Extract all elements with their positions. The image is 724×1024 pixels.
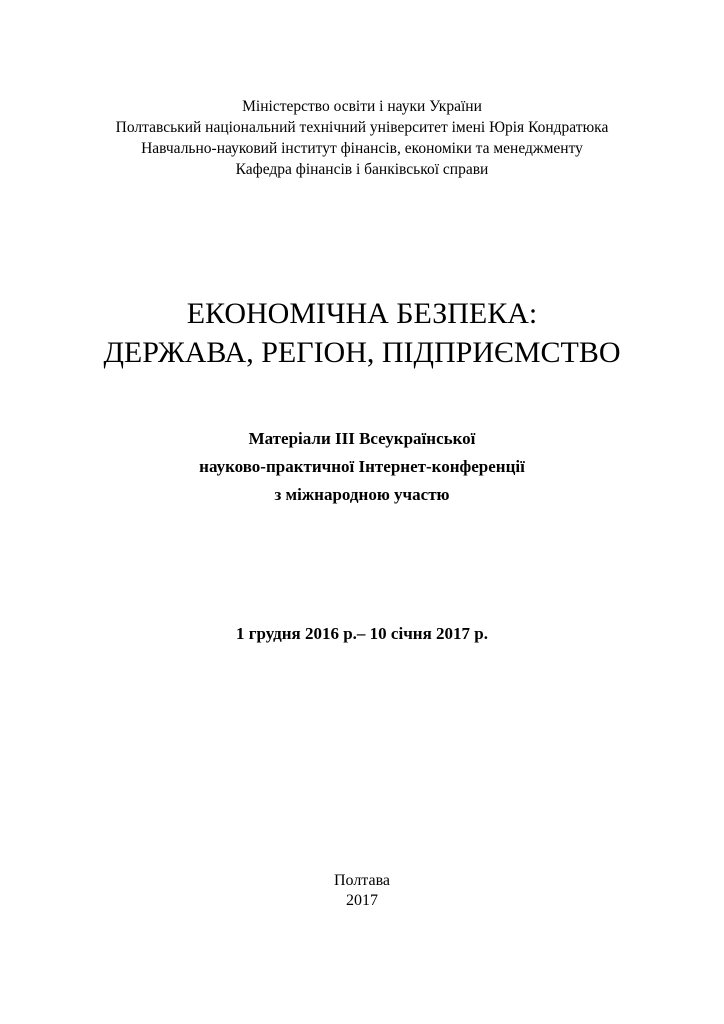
subtitle-line-1: Матеріали ІІІ Всеукраїнської xyxy=(248,429,476,448)
dates-text: 1 грудня 2016 р.– 10 січня 2017 р. xyxy=(236,624,488,643)
conference-dates xyxy=(0,622,724,646)
subtitle-line-2: науково-практичної Інтернет-конференції xyxy=(199,457,525,476)
publication-city: Полтава xyxy=(333,872,391,889)
publication-footer xyxy=(0,871,724,911)
university-name: Полтавський національний технічний університет імені Юрія Кондратюка xyxy=(115,119,609,136)
conference-subtitle xyxy=(0,425,724,509)
title-line-2: ДЕРЖАВА, РЕГІОН, ПІДПРИЄМСТВО xyxy=(103,336,621,369)
publication-year: 2017 xyxy=(346,892,378,909)
institution-header xyxy=(0,96,724,180)
document-title xyxy=(0,294,724,372)
department-name: Кафедра фінансів і банківської справи xyxy=(235,161,489,178)
institute-name: Навчально-науковий інститут фінансів, економіки та менеджменту xyxy=(141,140,583,157)
title-line-1: ЕКОНОМІЧНА БЕЗПЕКА: xyxy=(186,297,538,330)
ministry-name: Міністерство освіти і науки України xyxy=(242,98,482,115)
subtitle-line-3: з міжнародною участю xyxy=(274,485,450,504)
